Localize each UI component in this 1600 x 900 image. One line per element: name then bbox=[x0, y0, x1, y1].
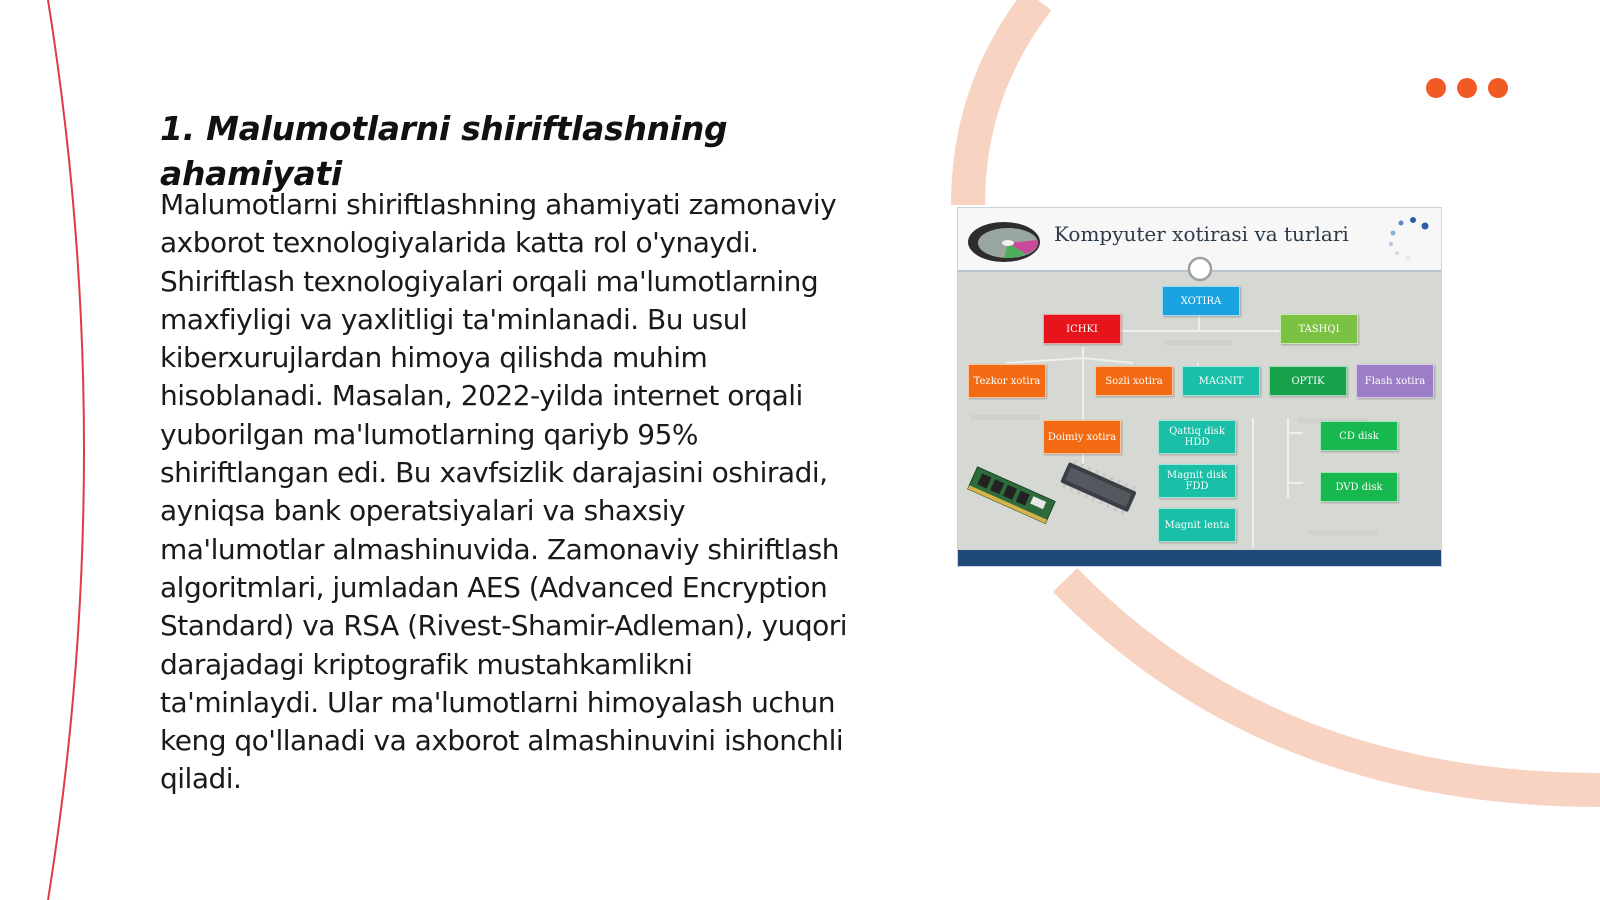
dot-icon bbox=[1457, 78, 1477, 98]
node-doimiy-xotira: Doimiy xotira bbox=[1043, 420, 1121, 454]
node-ichki: ICHKI bbox=[1043, 314, 1121, 344]
memory-chip-icon bbox=[1053, 456, 1143, 521]
node-qattiq-disk: Qattiq disk HDD bbox=[1158, 420, 1236, 454]
node-tashqi: TASHQI bbox=[1280, 314, 1358, 344]
node-optik: OPTIK bbox=[1269, 366, 1347, 396]
orange-arc-top bbox=[968, 0, 1038, 205]
image-footer-bar bbox=[958, 550, 1441, 566]
node-cd-disk: CD disk bbox=[1320, 421, 1398, 451]
dot-icon bbox=[1426, 78, 1446, 98]
memory-diagram-image bbox=[957, 207, 1442, 567]
node-magnit-disk: Magnit disk FDD bbox=[1158, 464, 1236, 498]
slide-title: 1. Malumotlarni shiriftlashning ahamiyati bbox=[160, 109, 728, 193]
node-xotira: XOTIRA bbox=[1162, 286, 1240, 316]
ram-module-icon bbox=[964, 463, 1059, 528]
image-title: Kompyuter xotirasi va turlari bbox=[1054, 222, 1349, 246]
slide-body-text: Malumotlarni shiriftlashning ahamiyati zamonaviy axborot texnologiyalarida katta rol o'ynaydi. Shiriftlash texnologiyalari orqali ma'lumotlarning maxfiyligi va yaxlitligi ta'minlanadi. Bu usul kiberxurujlardan himoya qilishda muhim hisoblanadi. Masalan, 2022-yilda internet orqali yuborilgan ma'lumotlarning qariyb 95% shiriftlangan edi. Bu xavfsizlik darajasini oshiradi, ayniqsa bank operatsiyalari va shaxsiy ma'lumotlar almashinuvida. Zamonaviy shiriftlash algoritmlari, jumladan AES (Advanced Encryption Standard) va RSA (Rivest-Shamir-Adleman), yuqori darajadagi kriptografik mustahkamlikni ta'minlaydi. Ular ma'lumotlarni himoyalash uchun keng qo'llanadi va axborot almashinuvini ishonchli qiladi. bbox=[160, 188, 848, 796]
node-dvd-disk: DVD disk bbox=[1320, 472, 1398, 502]
orange-arc-bottom bbox=[1065, 580, 1600, 790]
left-red-curve bbox=[48, 0, 84, 900]
dot-icon bbox=[1488, 78, 1508, 98]
node-tezkor-xotira: Tezkor xotira bbox=[968, 364, 1046, 398]
node-flash-xotira: Flash xotira bbox=[1356, 364, 1434, 398]
node-magnit: MAGNIT bbox=[1182, 366, 1260, 396]
node-magnit-lenta: Magnit lenta bbox=[1158, 508, 1236, 542]
node-sozli-xotira: Sozli xotira bbox=[1095, 366, 1173, 396]
dots-decoration bbox=[1426, 78, 1508, 98]
